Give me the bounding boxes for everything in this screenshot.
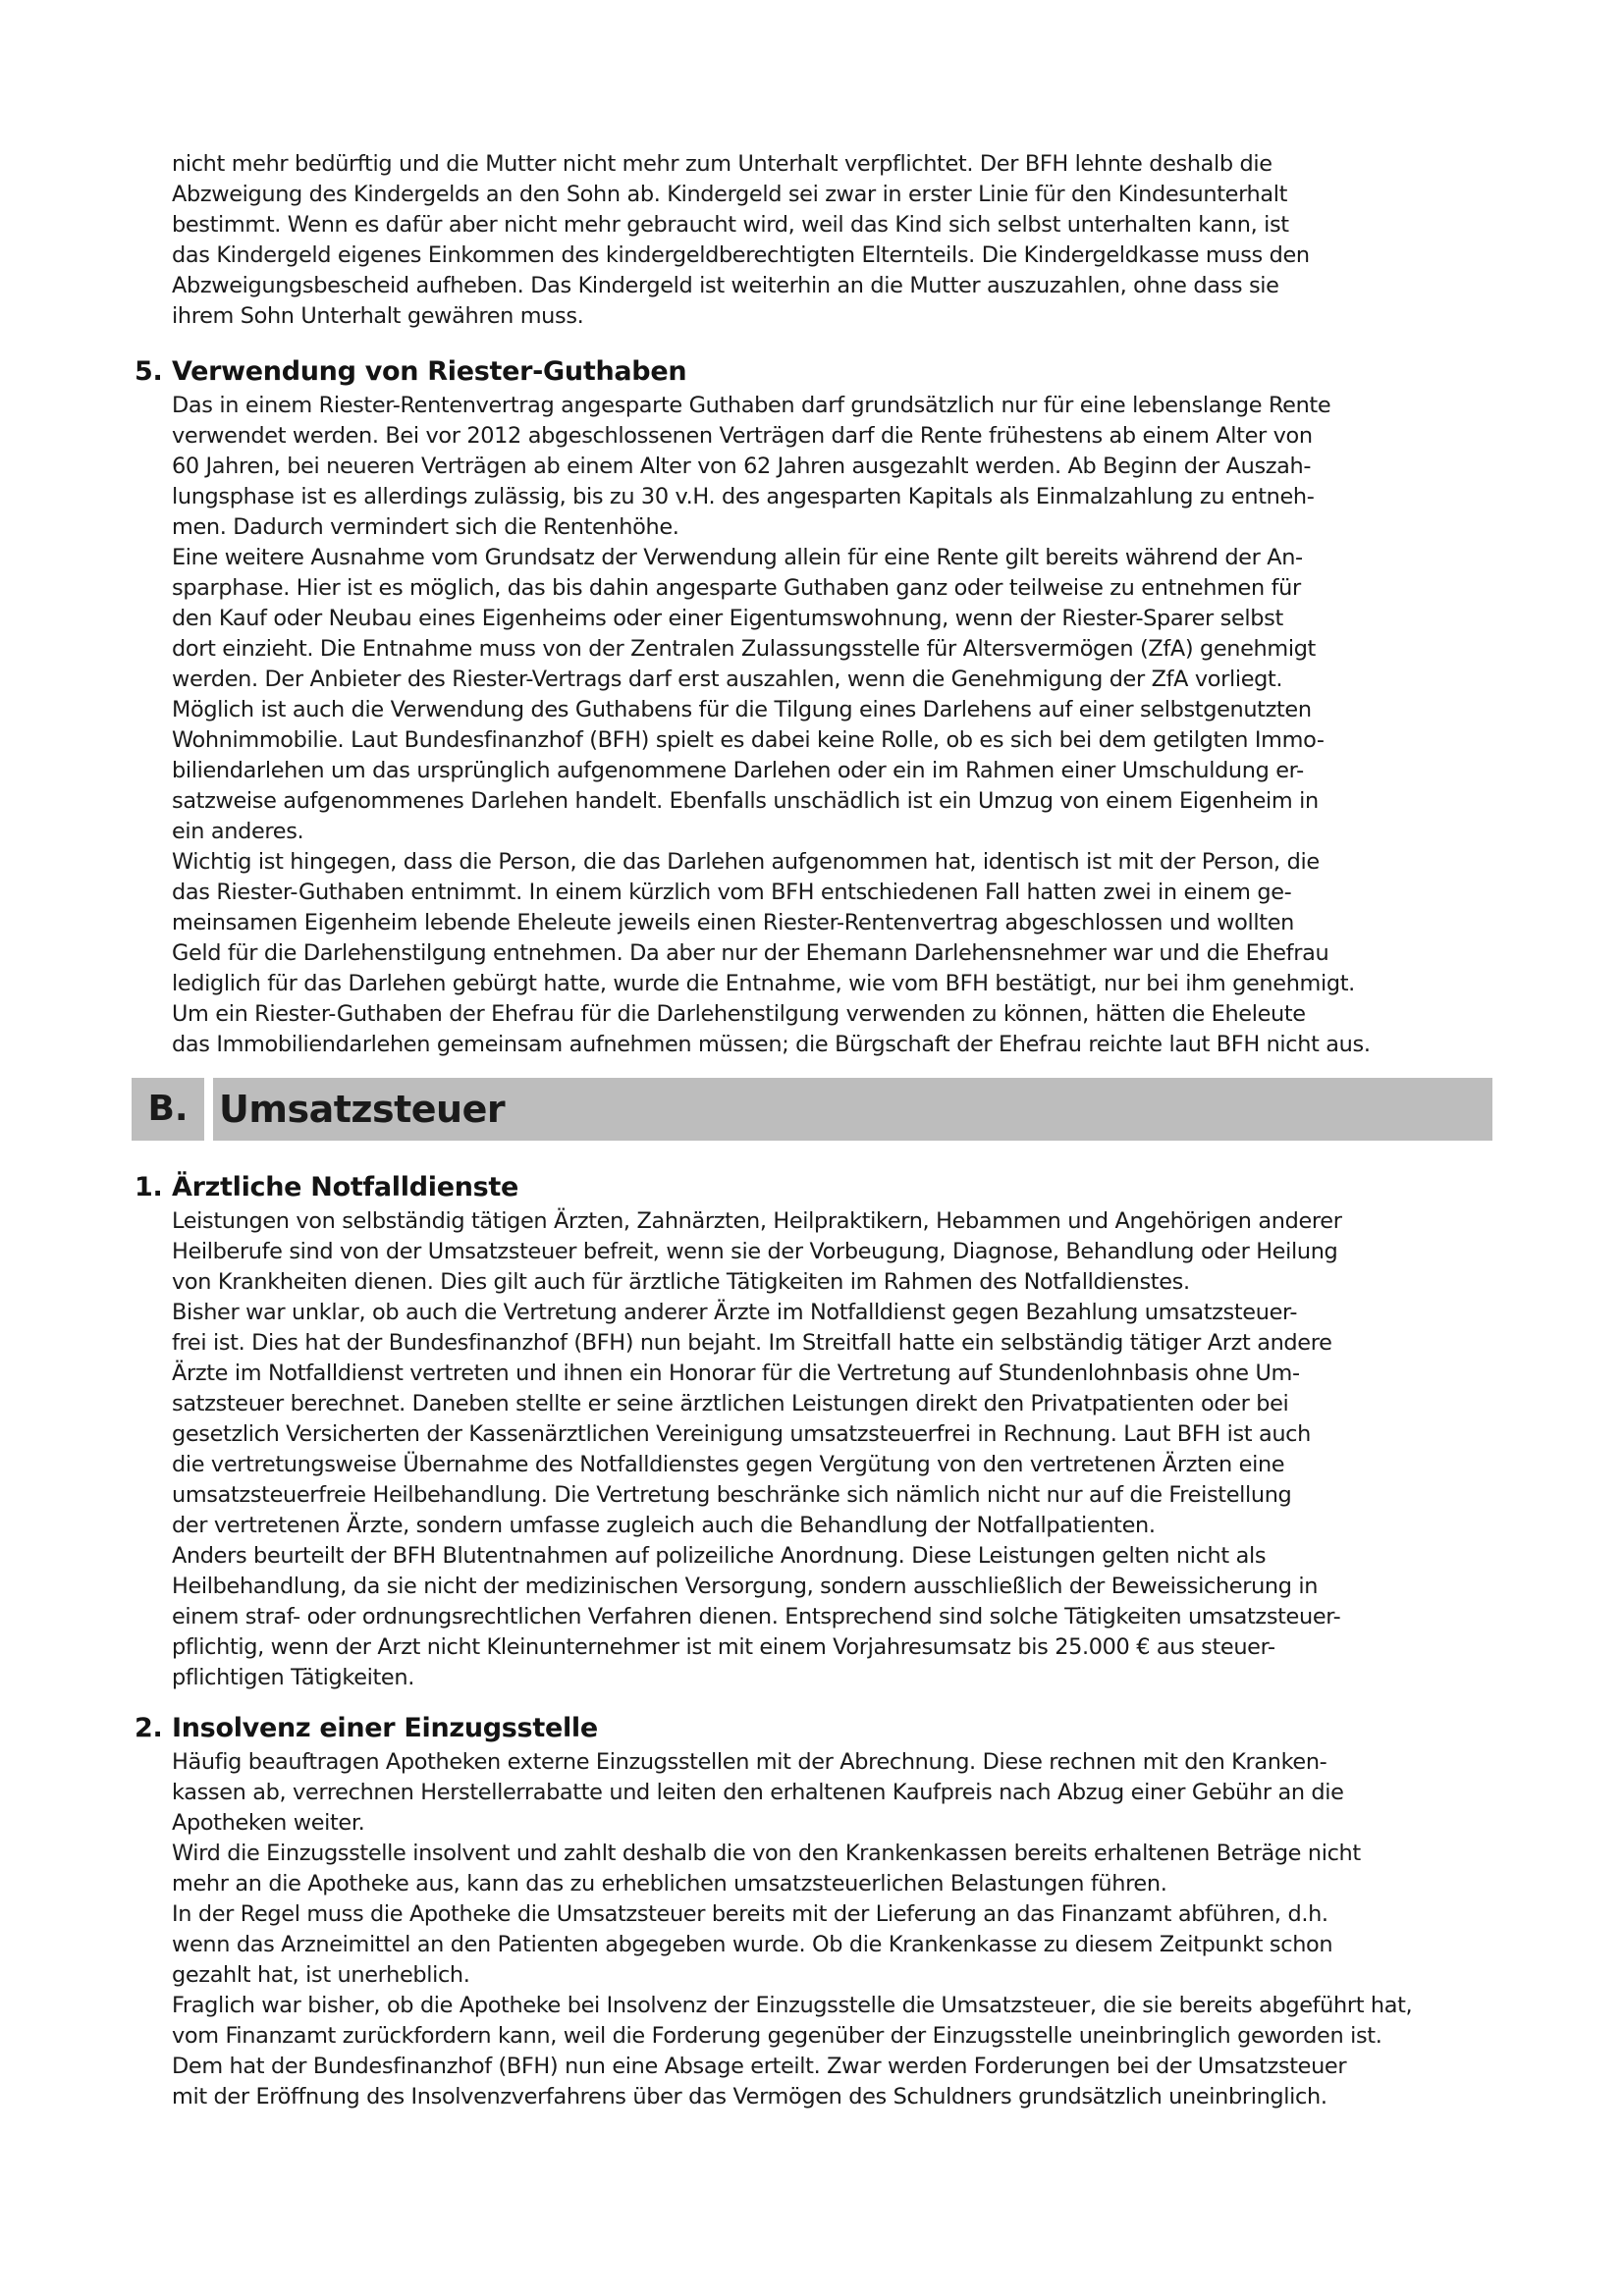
text-line: Eine weitere Ausnahme vom Grundsatz der Verwendung allein für eine Rente gilt bereits während der An- — [172, 545, 1303, 570]
text-line: Wird die Einzugsstelle insolvent und zahlt deshalb die von den Krankenkassen bereits erhaltenen Beträge nicht — [172, 1841, 1361, 1866]
text-line: die vertretungsweise Übernahme des Notfalldienstes gegen Vergütung von den vertretenen Ärzten eine — [172, 1452, 1285, 1477]
section-header-umsatzsteuer — [132, 1078, 1492, 1141]
text-line: Heilbehandlung, da sie nicht der medizinischen Versorgung, sondern ausschließlich der Beweissicherung in — [172, 1574, 1319, 1599]
item-title: Ärztliche Notfalldienste — [172, 1172, 519, 1202]
text-line: einem straf- oder ordnungsrechtlichen Verfahren dienen. Entsprechend sind solche Tätigkeiten umsatzsteuer- — [172, 1604, 1341, 1629]
text-line: nicht mehr bedürftig und die Mutter nicht mehr zum Unterhalt verpflichtet. Der BFH lehnte deshalb die — [172, 151, 1272, 177]
text-line: Dem hat der Bundesfinanzhof (BFH) nun eine Absage erteilt. Zwar werden Forderungen bei der Umsatzsteuer — [172, 2054, 1347, 2079]
text-line: lediglich für das Darlehen gebürgt hatte, wurde die Entnahme, wie vom BFH bestätigt, nur bei ihm genehmigt. — [172, 971, 1355, 996]
section-letter: B. — [132, 1078, 204, 1141]
text-line: mehr an die Apotheke aus, kann das zu erheblichen umsatzsteuerlichen Belastungen führen. — [172, 1871, 1167, 1896]
text-line: Heilberufe sind von der Umsatzsteuer befreit, wenn sie der Vorbeugung, Diagnose, Behandlung oder Heilung — [172, 1239, 1338, 1264]
text-line: das Immobiliendarlehen gemeinsam aufnehmen müssen; die Bürgschaft der Ehefrau reichte laut BFH nicht aus. — [172, 1032, 1371, 1057]
text-line: Wichtig ist hingegen, dass die Person, die das Darlehen aufgenommen hat, identisch ist mit der Person, die — [172, 849, 1320, 875]
text-line: Möglich ist auch die Verwendung des Guthabens für die Tilgung eines Darlehens auf einer selbstgenutzten — [172, 697, 1312, 722]
item-body-riester — [172, 391, 1507, 1060]
text-line: Abzweigungsbescheid aufheben. Das Kindergeld ist weiterhin an die Mutter auszuzahlen, ohne dass sie — [172, 273, 1279, 298]
text-line: biliendarlehen um das ursprünglich aufgenommene Darlehen oder ein im Rahmen einer Umschuldung er- — [172, 758, 1304, 783]
text-line: verwendet werden. Bei vor 2012 abgeschlossenen Verträgen darf die Rente frühestens ab einem Alter von — [172, 423, 1313, 449]
text-line: Apotheken weiter. — [172, 1810, 365, 1836]
text-line: mit der Eröffnung des Insolvenzverfahrens über das Vermögen des Schuldners grundsätzlich uneinbringlich. — [172, 2084, 1327, 2109]
text-line: Abzweigung des Kindergelds an den Sohn ab. Kindergeld sei zwar in erster Linie für den Kindesunterhalt — [172, 182, 1288, 207]
text-line: bestimmt. Wenn es dafür aber nicht mehr gebraucht wird, weil das Kind sich selbst unterhalten kann, ist — [172, 212, 1289, 238]
text-line: dort einzieht. Die Entnahme muss von der Zentralen Zulassungsstelle für Altersvermögen (ZfA) genehmigt — [172, 636, 1316, 662]
text-line: umsatzsteuerfreie Heilbehandlung. Die Vertretung beschränke sich nämlich nicht nur auf die Freistellung — [172, 1482, 1292, 1508]
text-line: von Krankheiten dienen. Dies gilt auch für ärztliche Tätigkeiten im Rahmen des Notfalldienstes. — [172, 1269, 1190, 1295]
item-title: Verwendung von Riester-Guthaben — [172, 356, 687, 387]
text-line: kassen ab, verrechnen Herstellerrabatte und leiten den erhaltenen Kaufpreis nach Abzug einer Gebühr an die — [172, 1780, 1344, 1805]
text-line: satzweise aufgenommenes Darlehen handelt. Ebenfalls unschädlich ist ein Umzug von einem Eigenheim in — [172, 788, 1319, 814]
text-line: lungsphase ist es allerdings zulässig, bis zu 30 v.H. des angesparten Kapitals als Einmalzahlung zu entneh- — [172, 484, 1315, 509]
text-line: Geld für die Darlehenstilgung entnehmen. Da aber nur der Ehemann Darlehensnehmer war und die Ehefrau — [172, 940, 1329, 966]
item-body-notfalldienste — [172, 1206, 1507, 1693]
text-line: Das in einem Riester-Rentenvertrag angesparte Guthaben darf grundsätzlich nur für eine lebenslange Rente — [172, 393, 1331, 418]
text-line: gesetzlich Versicherten der Kassenärztlichen Vereinigung umsatzsteuerfrei in Rechnung. Laut BFH ist auch — [172, 1421, 1311, 1447]
text-line: men. Dadurch vermindert sich die Rentenhöhe. — [172, 514, 679, 540]
item-heading-riester — [135, 355, 686, 389]
item-number: 1. — [135, 1172, 163, 1202]
text-line: ihrem Sohn Unterhalt gewähren muss. — [172, 303, 584, 329]
item-title: Insolvenz einer Einzugsstelle — [172, 1713, 598, 1743]
item-heading-einzugsstelle — [135, 1712, 598, 1745]
text-line: Ärzte im Notfalldienst vertreten und ihnen ein Honorar für die Vertretung auf Stundenlohnbasis ohne Um- — [172, 1361, 1300, 1386]
text-line: Fraglich war bisher, ob die Apotheke bei Insolvenz der Einzugsstelle die Umsatzsteuer, die sie bereits abgeführt hat, — [172, 1993, 1413, 2018]
intro-paragraph — [172, 149, 1507, 332]
item-number: 5. — [135, 356, 163, 387]
item-body-einzugsstelle — [172, 1747, 1507, 2112]
item-number: 2. — [135, 1713, 163, 1743]
text-line: das Riester-Guthaben entnimmt. In einem kürzlich vom BFH entschiedenen Fall hatten zwei in einem ge- — [172, 880, 1292, 905]
text-line: Wohnimmobilie. Laut Bundesfinanzhof (BFH) spielt es dabei keine Rolle, ob es sich bei dem getilgten Immo- — [172, 727, 1325, 753]
text-line: ein anderes. — [172, 819, 304, 844]
text-line: frei ist. Dies hat der Bundesfinanzhof (BFH) nun bejaht. Im Streitfall hatte ein selbständig tätiger Arzt andere — [172, 1330, 1332, 1356]
text-line: Häufig beauftragen Apotheken externe Einzugsstellen mit der Abrechnung. Diese rechnen mit den Kranken- — [172, 1749, 1327, 1775]
text-line: satzsteuer berechnet. Daneben stellte er seine ärztlichen Leistungen direkt den Privatpatienten oder bei — [172, 1391, 1289, 1416]
text-line: Um ein Riester-Guthaben der Ehefrau für die Darlehenstilgung verwenden zu können, hätten die Eheleute — [172, 1001, 1306, 1027]
text-line: der vertretenen Ärzte, sondern umfasse zugleich auch die Behandlung der Notfallpatienten. — [172, 1513, 1156, 1538]
section-title: Umsatzsteuer — [213, 1078, 1492, 1141]
text-line: pflichtigen Tätigkeiten. — [172, 1665, 414, 1690]
text-line: 60 Jahren, bei neueren Verträgen ab einem Alter von 62 Jahren ausgezahlt werden. Ab Beginn der Auszah- — [172, 454, 1312, 479]
text-line: den Kauf oder Neubau eines Eigenheims oder einer Eigentumswohnung, wenn der Riester-Sparer selbst — [172, 606, 1283, 631]
text-line: pflichtig, wenn der Arzt nicht Kleinunternehmer ist mit einem Vorjahresumsatz bis 25.000 € aus steuer- — [172, 1634, 1275, 1660]
text-line: sparphase. Hier ist es möglich, das bis dahin angesparte Guthaben ganz oder teilweise zu entnehmen für — [172, 575, 1301, 601]
text-line: In der Regel muss die Apotheke die Umsatzsteuer bereits mit der Lieferung an das Finanzamt abführen, d.h. — [172, 1901, 1328, 1927]
text-line: meinsamen Eigenheim lebende Eheleute jeweils einen Riester-Rentenvertrag abgeschlossen und wollten — [172, 910, 1294, 935]
text-line: werden. Der Anbieter des Riester-Vertrags darf erst auszahlen, wenn die Genehmigung der ZfA vorliegt. — [172, 667, 1283, 692]
text-line: Leistungen von selbständig tätigen Ärzten, Zahnärzten, Heilpraktikern, Hebammen und Angehörigen anderer — [172, 1208, 1342, 1234]
text-line: Bisher war unklar, ob auch die Vertretung anderer Ärzte im Notfalldienst gegen Bezahlung umsatzsteuer- — [172, 1300, 1298, 1325]
text-line: wenn das Arzneimittel an den Patienten abgegeben wurde. Ob die Krankenkasse zu diesem Zeitpunkt schon — [172, 1932, 1333, 1957]
text-line: Anders beurteilt der BFH Blutentnahmen auf polizeiliche Anordnung. Diese Leistungen gelten nicht als — [172, 1543, 1267, 1569]
text-line: gezahlt hat, ist unerheblich. — [172, 1962, 470, 1988]
text-line: vom Finanzamt zurückfordern kann, weil die Forderung gegenüber der Einzugsstelle uneinbringlich geworden ist. — [172, 2023, 1382, 2049]
item-heading-notfalldienste — [135, 1171, 518, 1204]
text-line: das Kindergeld eigenes Einkommen des kindergeldberechtigten Elternteils. Die Kindergeldkasse muss den — [172, 242, 1310, 268]
